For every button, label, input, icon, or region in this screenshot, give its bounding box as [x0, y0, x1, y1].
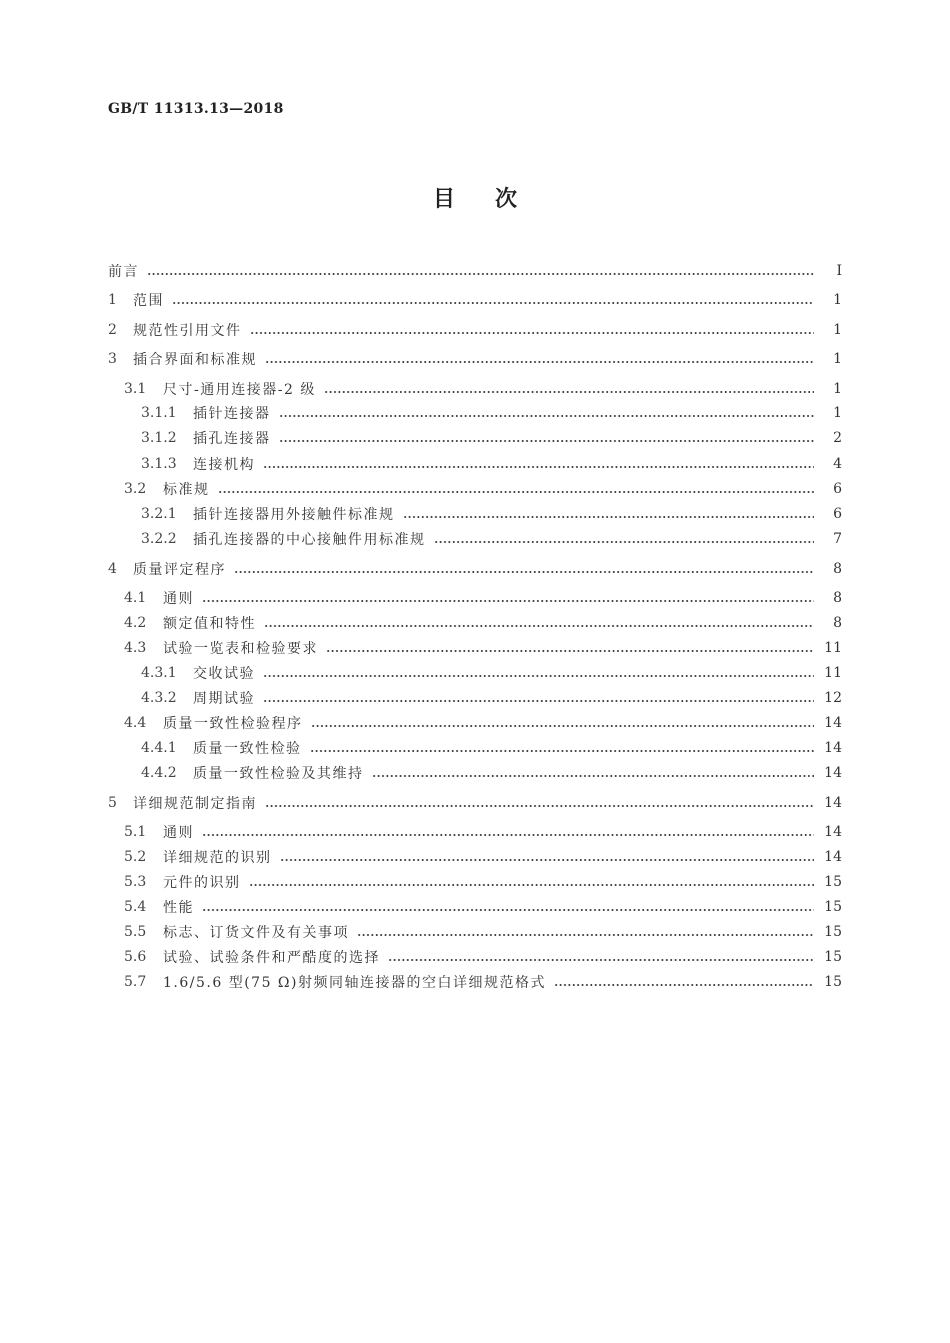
toc-page-number: 14 [824, 795, 842, 811]
toc-entry[interactable] [0, 613, 950, 633]
toc-label: 插合界面和标准规 [133, 352, 257, 368]
toc-label: 详细规范制定指南 [133, 796, 257, 812]
toc-label: 1.6/5.6 型(75 Ω)射频同轴连接器的空白详细规范格式 [163, 975, 546, 991]
toc-page-number: 14 [824, 849, 842, 865]
toc-number: 4.3 [124, 640, 147, 656]
dot-leader [249, 884, 815, 886]
toc-entry[interactable] [0, 379, 950, 399]
dot-leader [311, 725, 815, 727]
toc-entry[interactable] [0, 479, 950, 499]
dot-leader [234, 571, 814, 573]
toc-label: 试验、试验条件和严酷度的选择 [163, 950, 380, 966]
dot-leader [372, 775, 815, 777]
toc-page-number: 1 [833, 381, 842, 397]
dot-leader [279, 440, 815, 442]
toc-entry[interactable] [0, 922, 950, 942]
toc-label: 质量一致性检验程序 [163, 716, 303, 732]
toc-label: 元件的识别 [163, 875, 241, 891]
toc-entry[interactable] [0, 947, 950, 967]
toc-entry[interactable] [0, 663, 950, 683]
toc-entry[interactable] [0, 588, 950, 608]
toc-number: 5.4 [124, 899, 147, 915]
toc-label: 插孔连接器的中心接触件用标准规 [193, 532, 426, 548]
toc-entry[interactable] [0, 320, 950, 340]
toc-entry[interactable] [0, 454, 950, 474]
toc-number: 4.4.1 [141, 740, 177, 756]
toc-entry[interactable] [0, 290, 950, 310]
toc-number: 3.1.3 [141, 456, 177, 472]
toc-page-number: 15 [824, 974, 842, 990]
toc-label: 规范性引用文件 [133, 323, 242, 339]
toc-entry[interactable] [0, 897, 950, 917]
dot-leader [279, 415, 815, 417]
toc-page-number: 15 [824, 874, 842, 890]
toc-entry[interactable] [0, 403, 950, 423]
toc-page-number: Ⅰ [836, 263, 842, 279]
toc-page-number: 14 [824, 765, 842, 781]
toc-page-number: 14 [824, 715, 842, 731]
toc-label: 详细规范的识别 [163, 850, 272, 866]
toc-number: 4.4 [124, 715, 147, 731]
toc-page-number: 1 [833, 351, 842, 367]
toc-number: 5.7 [124, 974, 147, 990]
dot-leader [264, 625, 814, 627]
toc-page-number: 6 [833, 481, 842, 497]
toc-entry[interactable] [0, 972, 950, 992]
toc-label: 连接机构 [193, 457, 255, 473]
dot-leader [263, 466, 814, 468]
toc-number: 3.2.2 [141, 531, 177, 547]
dot-leader [202, 834, 814, 836]
toc-number: 5.6 [124, 949, 147, 965]
toc-page-number: 7 [833, 531, 842, 547]
toc-number: 5.5 [124, 924, 147, 940]
toc-page-number: 4 [833, 456, 842, 472]
standard-number: GB/T 11313.13—2018 [108, 101, 284, 117]
toc-entry[interactable] [0, 688, 950, 708]
toc-label: 质量一致性检验及其维持 [193, 766, 364, 782]
toc-page-number: 1 [833, 405, 842, 421]
toc-label: 通则 [163, 825, 194, 841]
toc-number: 2 [108, 322, 117, 338]
dot-leader [554, 984, 814, 986]
toc-page-number: 15 [824, 924, 842, 940]
toc-page-number: 11 [824, 665, 842, 681]
toc-label: 额定值和特性 [163, 616, 256, 632]
toc-entry[interactable] [0, 738, 950, 758]
dot-leader [326, 650, 814, 652]
dot-leader [202, 600, 814, 602]
toc-page-number: 8 [833, 590, 842, 606]
toc-number: 3.2.1 [141, 506, 177, 522]
toc-number: 4.2 [124, 615, 147, 631]
toc-label: 标准规 [163, 482, 210, 498]
page-title: 目次 [432, 186, 557, 212]
toc-number: 4.3.2 [141, 690, 177, 706]
dot-leader [434, 541, 815, 543]
toc-number: 3.2 [124, 481, 147, 497]
toc-label: 插孔连接器 [193, 431, 271, 447]
dot-leader [263, 675, 814, 677]
toc-page-number: 14 [824, 740, 842, 756]
toc-label: 标志、订货文件及有关事项 [163, 925, 349, 941]
toc-label: 质量评定程序 [133, 562, 226, 578]
toc-page-number: 6 [833, 506, 842, 522]
dot-leader [263, 700, 814, 702]
toc-entry[interactable] [0, 822, 950, 842]
toc-entry[interactable] [0, 504, 950, 524]
toc-page-number: 14 [824, 824, 842, 840]
toc-number: 1 [108, 292, 117, 308]
toc-label: 性能 [163, 900, 194, 916]
toc-label: 试验一览表和检验要求 [163, 641, 318, 657]
dot-leader [403, 516, 815, 518]
dot-leader [310, 750, 815, 752]
dot-leader [250, 332, 815, 334]
toc-label: 质量一致性检验 [193, 741, 302, 757]
toc-number: 5.3 [124, 874, 147, 890]
toc-label: 范围 [133, 293, 164, 309]
toc-entry[interactable] [0, 793, 950, 813]
toc-number: 3.1.2 [141, 430, 177, 446]
toc-entry[interactable] [0, 349, 950, 369]
toc-label: 尺寸-通用连接器-2 级 [163, 382, 316, 398]
toc-number: 5.2 [124, 849, 147, 865]
toc-number: 4.1 [124, 590, 147, 606]
toc-entry[interactable] [0, 763, 950, 783]
toc-number: 3.1 [124, 381, 147, 397]
dot-leader [147, 273, 814, 275]
dot-leader [202, 909, 814, 911]
toc-entry[interactable] [0, 713, 950, 733]
toc-page-number: 1 [833, 322, 842, 338]
dot-leader [172, 302, 814, 304]
dot-leader [388, 959, 814, 961]
toc-entry[interactable] [0, 529, 950, 549]
toc-page-number: 8 [833, 561, 842, 577]
toc-page-number: 15 [824, 949, 842, 965]
toc-label: 交收试验 [193, 666, 255, 682]
dot-leader [280, 859, 815, 861]
toc-number: 4.4.2 [141, 765, 177, 781]
toc-entry[interactable] [0, 847, 950, 867]
toc-page-number: 1 [833, 292, 842, 308]
toc-page-number: 12 [824, 690, 842, 706]
toc-number: 5 [108, 795, 117, 811]
toc-number: 4.3.1 [141, 665, 177, 681]
toc-label: 前言 [108, 264, 139, 280]
toc-number: 5.1 [124, 824, 147, 840]
toc-number: 3.1.1 [141, 405, 177, 421]
toc-label: 插针连接器用外接触件标准规 [193, 507, 395, 523]
toc-label: 通则 [163, 591, 194, 607]
toc-page-number: 15 [824, 899, 842, 915]
toc-number: 3 [108, 351, 117, 367]
toc-page-number: 11 [824, 640, 842, 656]
toc-entry[interactable] [0, 428, 950, 448]
dot-leader [357, 934, 814, 936]
toc-entry[interactable] [0, 559, 950, 579]
toc-label: 插针连接器 [193, 406, 271, 422]
dot-leader [324, 391, 814, 393]
dot-leader [265, 361, 814, 363]
toc-page-number: 8 [833, 615, 842, 631]
dot-leader [218, 491, 815, 493]
toc-entry[interactable] [0, 261, 950, 281]
toc-page-number: 2 [833, 430, 842, 446]
toc-entry[interactable] [0, 872, 950, 892]
toc-entry[interactable] [0, 638, 950, 658]
toc-number: 4 [108, 561, 117, 577]
toc-label: 周期试验 [193, 691, 255, 707]
dot-leader [265, 805, 814, 807]
